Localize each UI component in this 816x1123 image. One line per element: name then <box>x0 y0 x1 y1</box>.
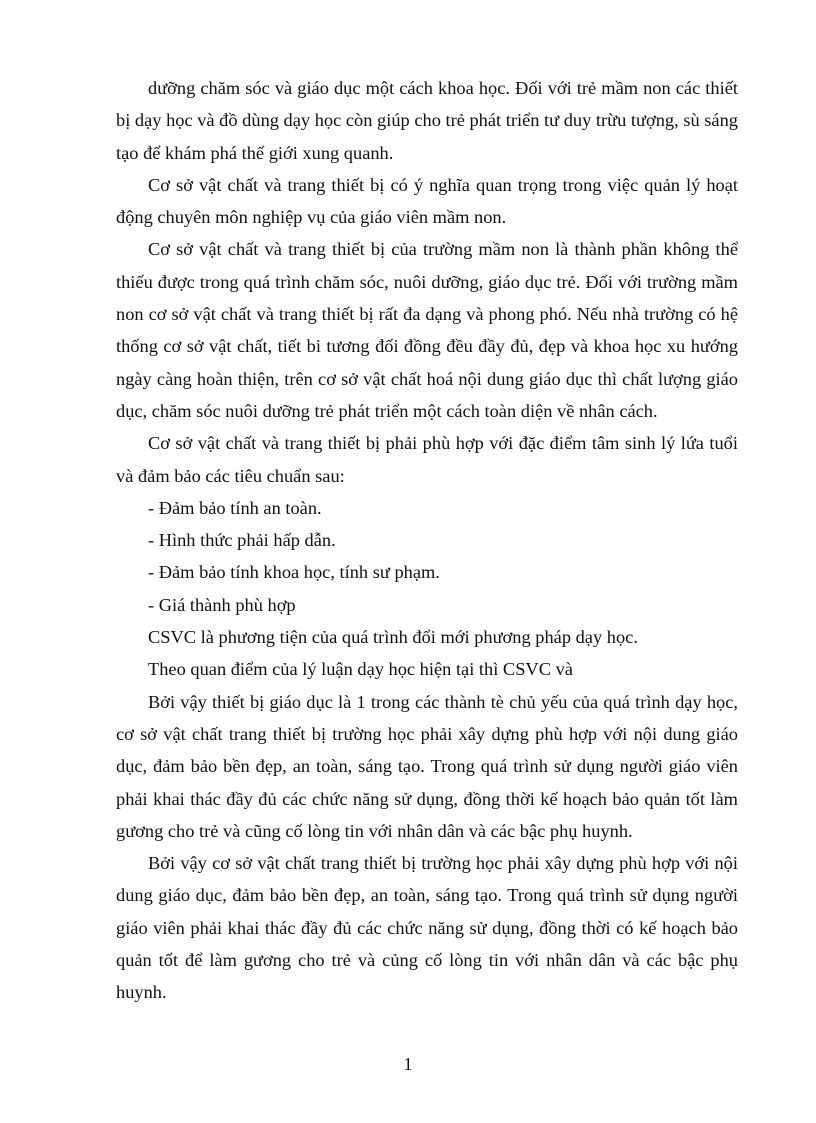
paragraph-csvc-theory: Theo quan điểm của lý luận dạy học hiện tại thì CSVC và <box>148 659 573 680</box>
list-item-attractive: - Hình thức phải hấp dẫn. <box>148 530 336 551</box>
paragraph-equipment-components: Bởi vậy thiết bị giáo dục là 1 trong các thành tè chủ yếu của quá trình dạy học, cơ sở vật chất trang thiết bị trường học phải xây dựng phù hợp với nội dung giáo dục, đảm bảo bền đẹp, an toàn, sáng tạo. Trong quá trình sử dụng người giáo viên phải khai thác đầy đủ các chức năng sử dụng, đồng thời kế hoạch bảo quản tốt làm gương cho trẻ và cũng cố lòng tin với nhân dân và các bậc phụ huynh. <box>116 691 738 841</box>
paragraph-intro-continuation: dưỡng chăm sóc và giáo dục một cách khoa học. Đối với trẻ mầm non các thiết bị dạy học và đồ dùng dạy học còn giúp cho trẻ phát triển tư duy trừu tượng, sù sáng tạo để khám phá thế giới xung quanh. <box>116 78 738 163</box>
paragraph-facilities-importance: Cơ sở vật chất và trang thiết bị của trường mầm non là thành phần không thể thiếu được trong quá trình chăm sóc, nuôi dưỡng, giáo dục trẻ. Đối với trường mầm non cơ sở vật chất và trang thiết bị rất đa dạng và phong phó. Nếu nhà trường có hệ thống cơ sở vật chất, tiết bi tương đối đồng đều đầy đủ, đẹp và khoa học xu hướng ngày càng hoàn thiện, trên cơ sở vật chất hoá nội dung giáo dục thì chất lượng giáo dục, chăm sóc nuôi dưỡng trẻ phát triển một cách toàn diện về nhân cách. <box>116 239 738 421</box>
list-item-pedagogy: - Đảm bảo tính khoa học, tính sư phạm. <box>148 562 440 583</box>
page-number: 1 <box>403 1054 413 1074</box>
list-item-safety: - Đảm bảo tính an toàn. <box>148 497 322 518</box>
paragraph-standards-intro: Cơ sở vật chất và trang thiết bị phải phù hợp với đặc điểm tâm sinh lý lứa tuổi và đảm bảo các tiêu chuẩn sau: <box>116 433 738 486</box>
document-page <box>116 72 738 1009</box>
paragraph-csvc-means: CSVC là phương tiện của quá trình đổi mới phương pháp dạy học. <box>148 627 638 648</box>
list-item-price: - Giá thành phù hợp <box>148 594 296 615</box>
paragraph-conclusion: Bởi vậy cơ sở vật chất trang thiết bị trường học phải xây dựng phù hợp với nội dung giáo dục, đảm bảo bền đẹp, an toàn, sáng tạo. Trong quá trình sử dụng người giáo viên phải khai thác đầy đủ các chức năng sử dụng, đồng thời có kế hoạch bảo quản tốt để làm gương cho trẻ và củng cố lòng tin với nhân dân và các bậc phụ huynh. <box>116 853 738 1003</box>
paragraph-management-role: Cơ sở vật chất và trang thiết bị có ý nghĩa quan trọng trong việc quản lý hoạt động chuyên môn nghiệp vụ của giáo viên mầm non. <box>116 174 738 228</box>
